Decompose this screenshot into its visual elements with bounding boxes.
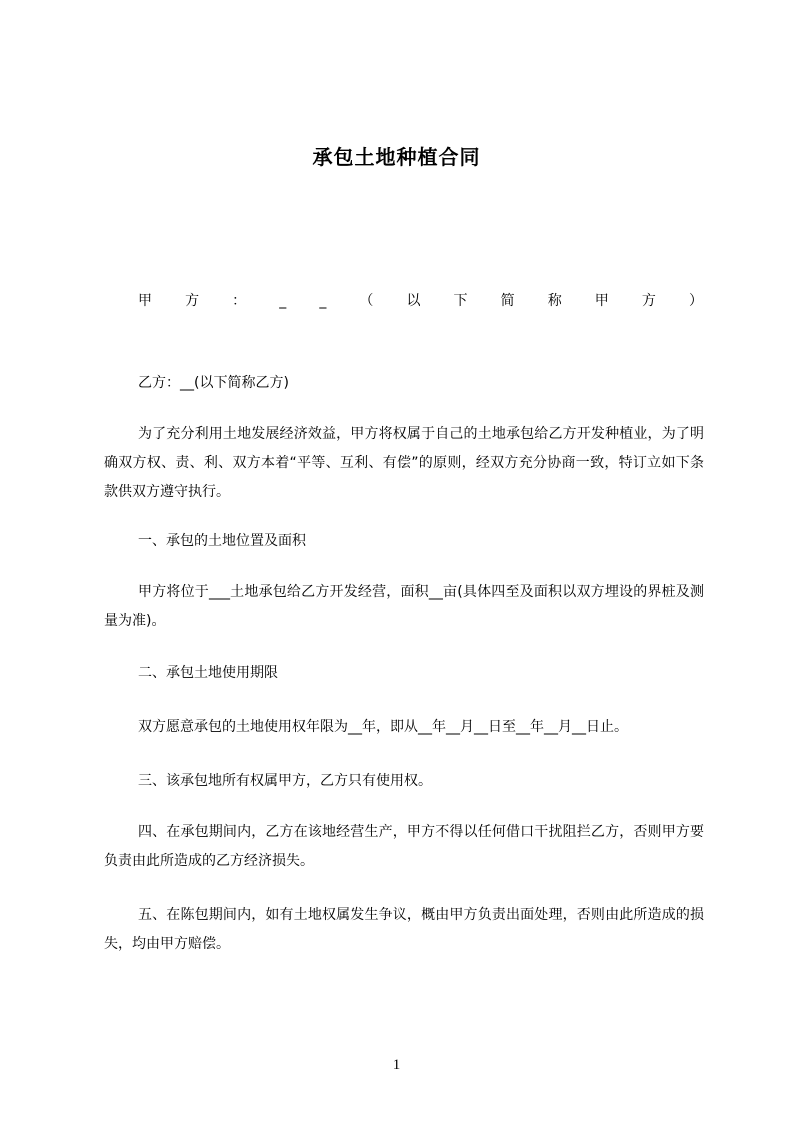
party-a-char: 方 — [185, 293, 200, 309]
section-2-heading: 二、承包土地使用期限 — [138, 665, 278, 681]
section-1-body: 甲方将位于___土地承包给乙方开发经营，面积__亩(具体四至及面积以双方埋设的界桩及测量为准)。 — [104, 584, 704, 629]
party-a-char: ） — [688, 293, 703, 309]
party-a-char: 下 — [453, 293, 468, 309]
section-5: 五、在陈包期间内，如有土地权属发生争议，概由甲方负责出面处理，否则由此所造成的损失，均由甲方赔偿。 — [104, 907, 704, 952]
section-4: 四、在承包期间内，乙方在该地经营生产，甲方不得以任何借口干扰阻拦乙方，否则甲方要负责由此所造成的乙方经济损失。 — [104, 824, 704, 869]
party-a-char: 称 — [547, 293, 562, 309]
party-b-line: 乙方：__(以下简称乙方) — [138, 375, 289, 391]
party-a-char: 甲 — [594, 293, 609, 309]
party-a-char: 方 — [641, 293, 656, 309]
section-1-heading: 一、承包的土地位置及面积 — [138, 533, 306, 549]
section-3: 三、该承包地所有权属甲方，乙方只有使用权。 — [138, 773, 432, 789]
party-a-char: _ — [319, 293, 327, 309]
party-a-char: _ — [279, 293, 287, 309]
party-a-char: ： — [232, 293, 247, 309]
page-number: 1 — [392, 1057, 401, 1073]
party-a-char: 简 — [500, 293, 515, 309]
party-a-char: 以 — [406, 293, 421, 309]
party-a-char: （ — [359, 293, 374, 309]
intro-paragraph: 为了充分利用土地发展经济效益，甲方将权属于自己的土地承包给乙方开发种植业，为了明确双方权、责、利、双方本着“平等、互利、有偿”的原则，经双方充分协商一致，特订立如下条款供双方遵守执行。 — [104, 426, 704, 500]
document-title: 承包土地种植合同 — [312, 145, 481, 169]
party-a-char: 甲 — [138, 293, 152, 309]
section-2-body: 双方愿意承包的土地使用权年限为__年，即从__年__月__日至__年__月__日止。 — [138, 719, 628, 735]
party-a-line — [138, 291, 703, 311]
